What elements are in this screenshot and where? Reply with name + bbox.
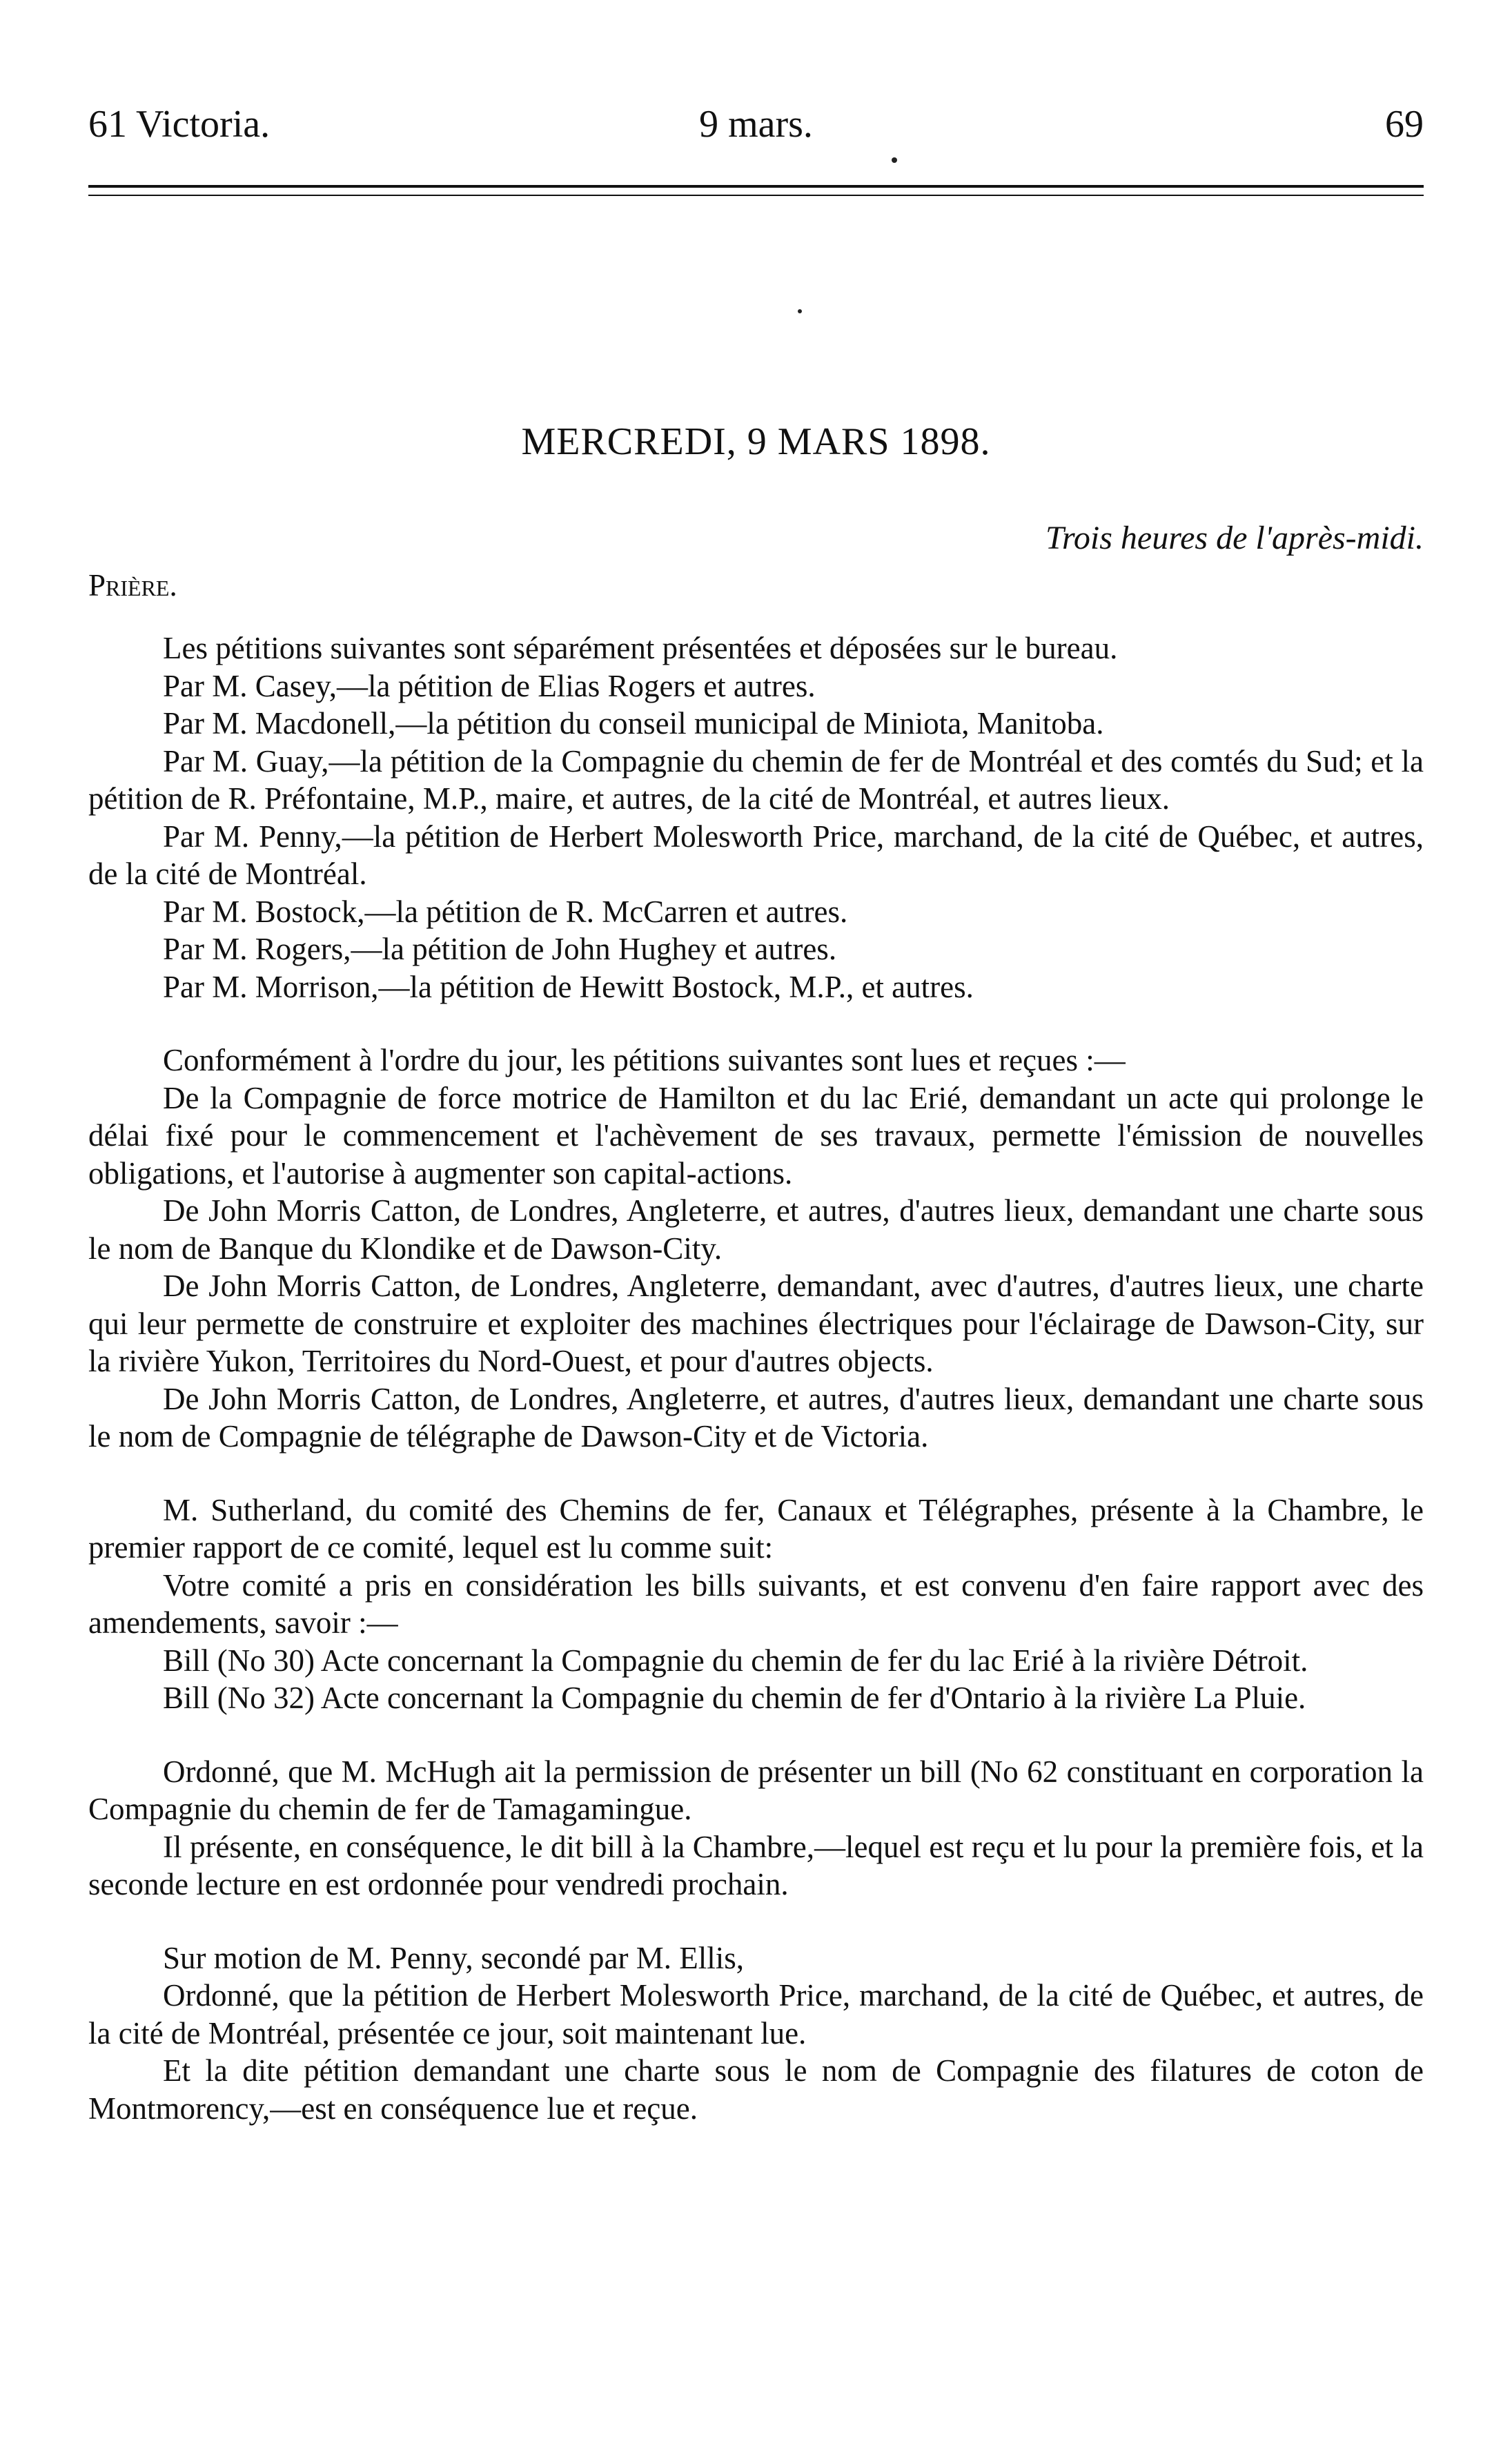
header-rule-thick [88,185,1424,188]
block-gap [88,1717,1424,1753]
paragraph: Par M. Rogers,—la pétition de John Hughey et autres. [163,932,837,966]
print-speck [798,309,802,313]
paragraph: Il présente, en conséquence, le dit bill à la Chambre,—lequel est reçu et lu pour la première fois, et la seconde lecture en est ordonnée pour vendredi prochain. [88,1829,1424,1901]
paragraph: Par M. Macdonell,—la pétition du conseil municipal de Miniota, Manitoba. [163,706,1104,741]
paragraph: De la Compagnie de force motrice de Hamilton et du lac Erié, demandant un acte qui prolonge le délai fixé pour le commencement et l'achèvement de ses travaux, permette l'émission de nouvelles obligations, et l'autorise à augmenter son capital-actions. [88,1080,1424,1191]
paragraph: Et la dite pétition demandant une charte sous le nom de Compagnie des filatures de coton de Montmorency,—est en conséquence lue et reçue. [88,2053,1424,2126]
paragraph: Conformément à l'ordre du jour, les pétitions suivantes sont lues et reçues :— [163,1043,1126,1077]
section-heading-priere: Prière. [88,568,177,603]
paragraph: Par M. Casey,—la pétition de Elias Rogers et autres. [163,668,816,703]
paragraph: Bill (No 30) Acte concernant la Compagnie du chemin de fer du lac Erié à la rivière Détroit. [163,1643,1308,1678]
sitting-time: Trois heures de l'après-midi. [1045,520,1424,556]
running-header [88,97,1424,152]
paragraph: Par M. Guay,—la pétition de la Compagnie du chemin de fer de Montréal et des comtés du Sud; et la pétition de R. Préfontaine, M.P., maire, et autres, de la cité de Montréal, et autres lieux. [88,743,1424,816]
block-gap [88,1904,1424,1939]
main-content [88,414,1424,2127]
paragraph: Sur motion de M. Penny, secondé par M. Ellis, [163,1940,744,1975]
page-number: 69 [1385,103,1424,146]
paragraph: Par M. Bostock,—la pétition de R. McCarren et autres. [163,894,848,929]
paragraph: De John Morris Catton, de Londres, Angleterre, et autres, d'autres lieux, demandant une charte sous le nom de Compagnie de télégraphe de Dawson-City et de Victoria. [88,1381,1424,1454]
bill-introduction-block [88,1753,1424,1904]
paragraph: Votre comité a pris en considération les bills suivants, et est convenu d'en faire rapport avec des amendements, savoir :— [88,1567,1424,1640]
motion-block [88,1939,1424,2128]
petitions-presented-block [88,629,1424,1006]
block-gap [88,1006,1424,1041]
print-speck [892,157,897,163]
header-rule-thin [88,195,1424,196]
header-date: 9 mars. [699,103,813,146]
paragraph: De John Morris Catton, de Londres, Angleterre, demandant, avec d'autres, d'autres lieux, une charte qui leur permette de construire et exploiter des machines électriques pour l'éclairage de Dawson-City, sur la rivière Yukon, Territoires du Nord-Ouest, et pour d'autres objects. [88,1269,1424,1378]
paragraph: Ordonné, que M. McHugh ait la permission de présenter un bill (No 62 constituant en corporation la Compagnie du chemin de fer de Tamagamingue. [88,1754,1424,1826]
paragraph: M. Sutherland, du comité des Chemins de fer, Canaux et Télégraphes, présente à la Chambre, le premier rapport de ce comité, lequel est lu comme suit: [88,1492,1424,1565]
paragraph: Ordonné, que la pétition de Herbert Molesworth Price, marchand, de la cité de Québec, et autres, de la cité de Montréal, présentée ce jour, soit maintenant lue. [88,1978,1424,2051]
petitions-received-block [88,1041,1424,1456]
paragraph: Les pétitions suivantes sont séparément présentées et déposées sur le bureau. [163,631,1118,665]
block-gap [88,1456,1424,1491]
paragraph: Par M. Penny,—la pétition de Herbert Molesworth Price, marchand, de la cité de Québec, et autres, de la cité de Montréal. [88,819,1424,891]
paragraph: Bill (No 32) Acte concernant la Compagnie du chemin de fer d'Ontario à la rivière La Pluie. [163,1681,1306,1715]
committee-report-block [88,1491,1424,1717]
header-session: 61 Victoria. [88,103,271,146]
paragraph: De John Morris Catton, de Londres, Angleterre, et autres, d'autres lieux, demandant une charte sous le nom de Banque du Klondike et de Dawson-City. [88,1193,1424,1266]
sitting-date-title: MERCREDI, 9 MARS 1898. [521,420,991,463]
paragraph: Par M. Morrison,—la pétition de Hewitt Bostock, M.P., et autres. [163,969,974,1004]
